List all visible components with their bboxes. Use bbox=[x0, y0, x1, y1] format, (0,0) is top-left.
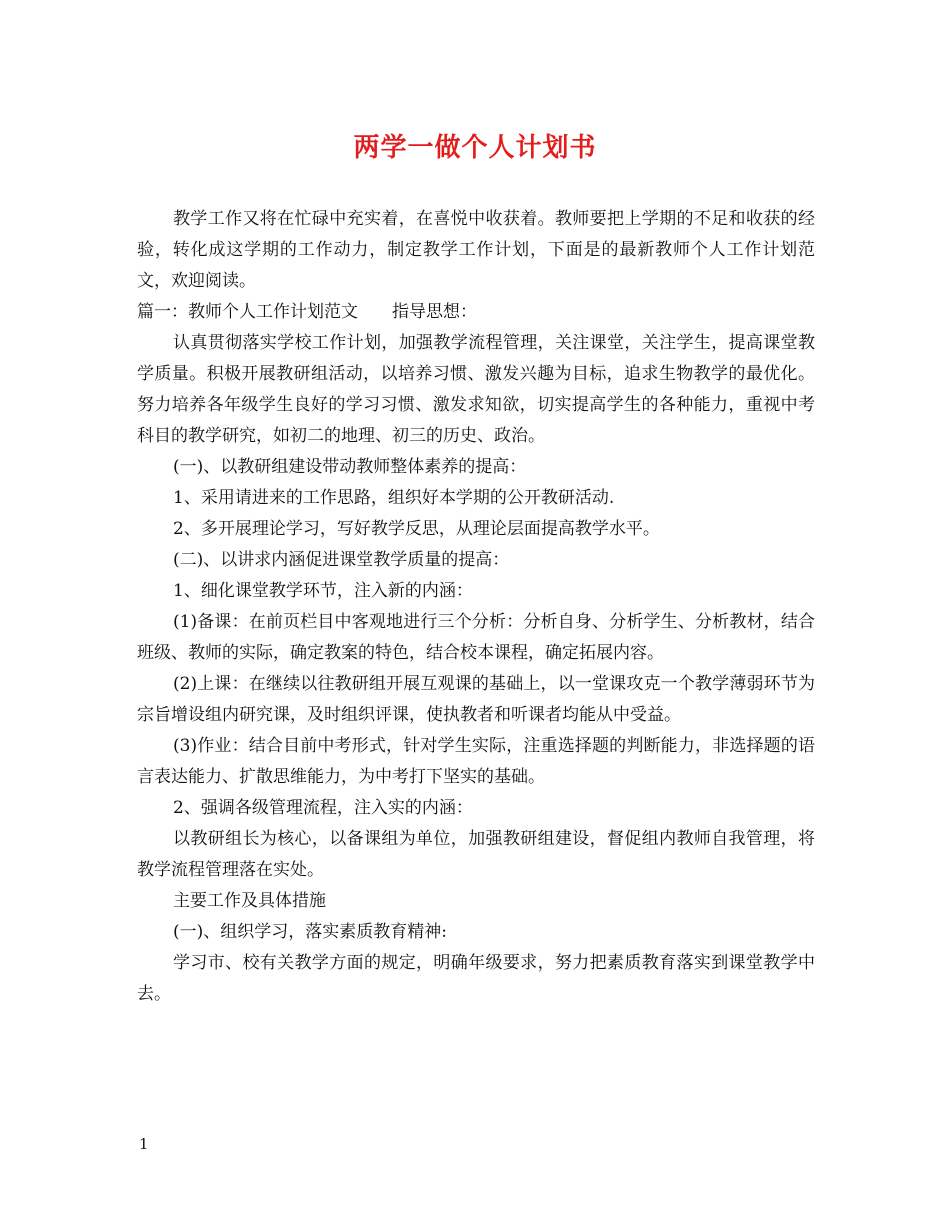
paragraph: 学习市、校有关教学方面的规定，明确年级要求，努力把素质教育落实到课堂教学中去。 bbox=[137, 953, 815, 1004]
paragraph: 认真贯彻落实学校工作计划，加强教学流程管理，关注课堂，关注学生，提高课堂教学质量。积极开展教研组活动，以培养习惯、激发兴趣为目标，追求生物教学的最优化。努力培养各年级学生良好的学习习惯、激发求知欲，切实提高学生的各种能力，重视中考科目的教学研究，如初二的地理、初三的历史、政治。 bbox=[137, 333, 815, 446]
paragraph: (1)备课：在前页栏目中客观地进行三个分析：分析自身、分析学生、分析教材，结合班级、教师的实际，确定教案的特色，结合校本课程，确定拓展内容。 bbox=[137, 612, 815, 663]
paragraph: 2、强调各级管理流程，注入实的内涵： bbox=[173, 798, 473, 818]
paragraph: 1、细化课堂教学环节，注入新的内涵： bbox=[173, 581, 473, 601]
paragraph: 2、多开展理论学习，写好教学反思，从理论层面提高教学水平。 bbox=[173, 519, 660, 539]
paragraph: 1、采用请进来的工作思路，组织好本学期的公开教研活动. bbox=[173, 488, 615, 508]
paragraph: (一)、以教研组建设带动教师整体素养的提高： bbox=[173, 457, 527, 477]
paragraph: 主要工作及具体措施 bbox=[173, 891, 326, 911]
paragraph: (3)作业：结合目前中考形式，针对学生实际，注重选择题的判断能力，非选择题的语言表达能力、扩散思维能力，为中考打下坚实的基础。 bbox=[137, 736, 815, 787]
paragraph: 篇一：教师个人工作计划范文 指导思想： bbox=[137, 302, 477, 322]
page-number: 1 bbox=[139, 1135, 149, 1153]
paragraph: (二)、以讲求内涵促进课堂教学质量的提高： bbox=[173, 550, 510, 570]
document-title: 两学一做个人计划书 bbox=[353, 133, 597, 163]
paragraph: 以教研组长为核心，以备课组为单位，加强教研组建设，督促组内教师自我管理，将教学流程管理落在实处。 bbox=[137, 829, 815, 880]
paragraph: (2)上课：在继续以往教研组开展互观课的基础上，以一堂课攻克一个教学薄弱环节为宗旨增设组内研究课，及时组织评课，使执教者和听课者均能从中受益。 bbox=[137, 674, 815, 725]
document-body bbox=[137, 204, 815, 1010]
paragraph: 教学工作又将在忙碌中充实着，在喜悦中收获着。教师要把上学期的不足和收获的经验，转化成这学期的工作动力，制定教学工作计划，下面是的最新教师个人工作计划范文，欢迎阅读。 bbox=[137, 209, 815, 291]
paragraph: (一)、组织学习，落实素质教育精神: bbox=[173, 922, 447, 942]
